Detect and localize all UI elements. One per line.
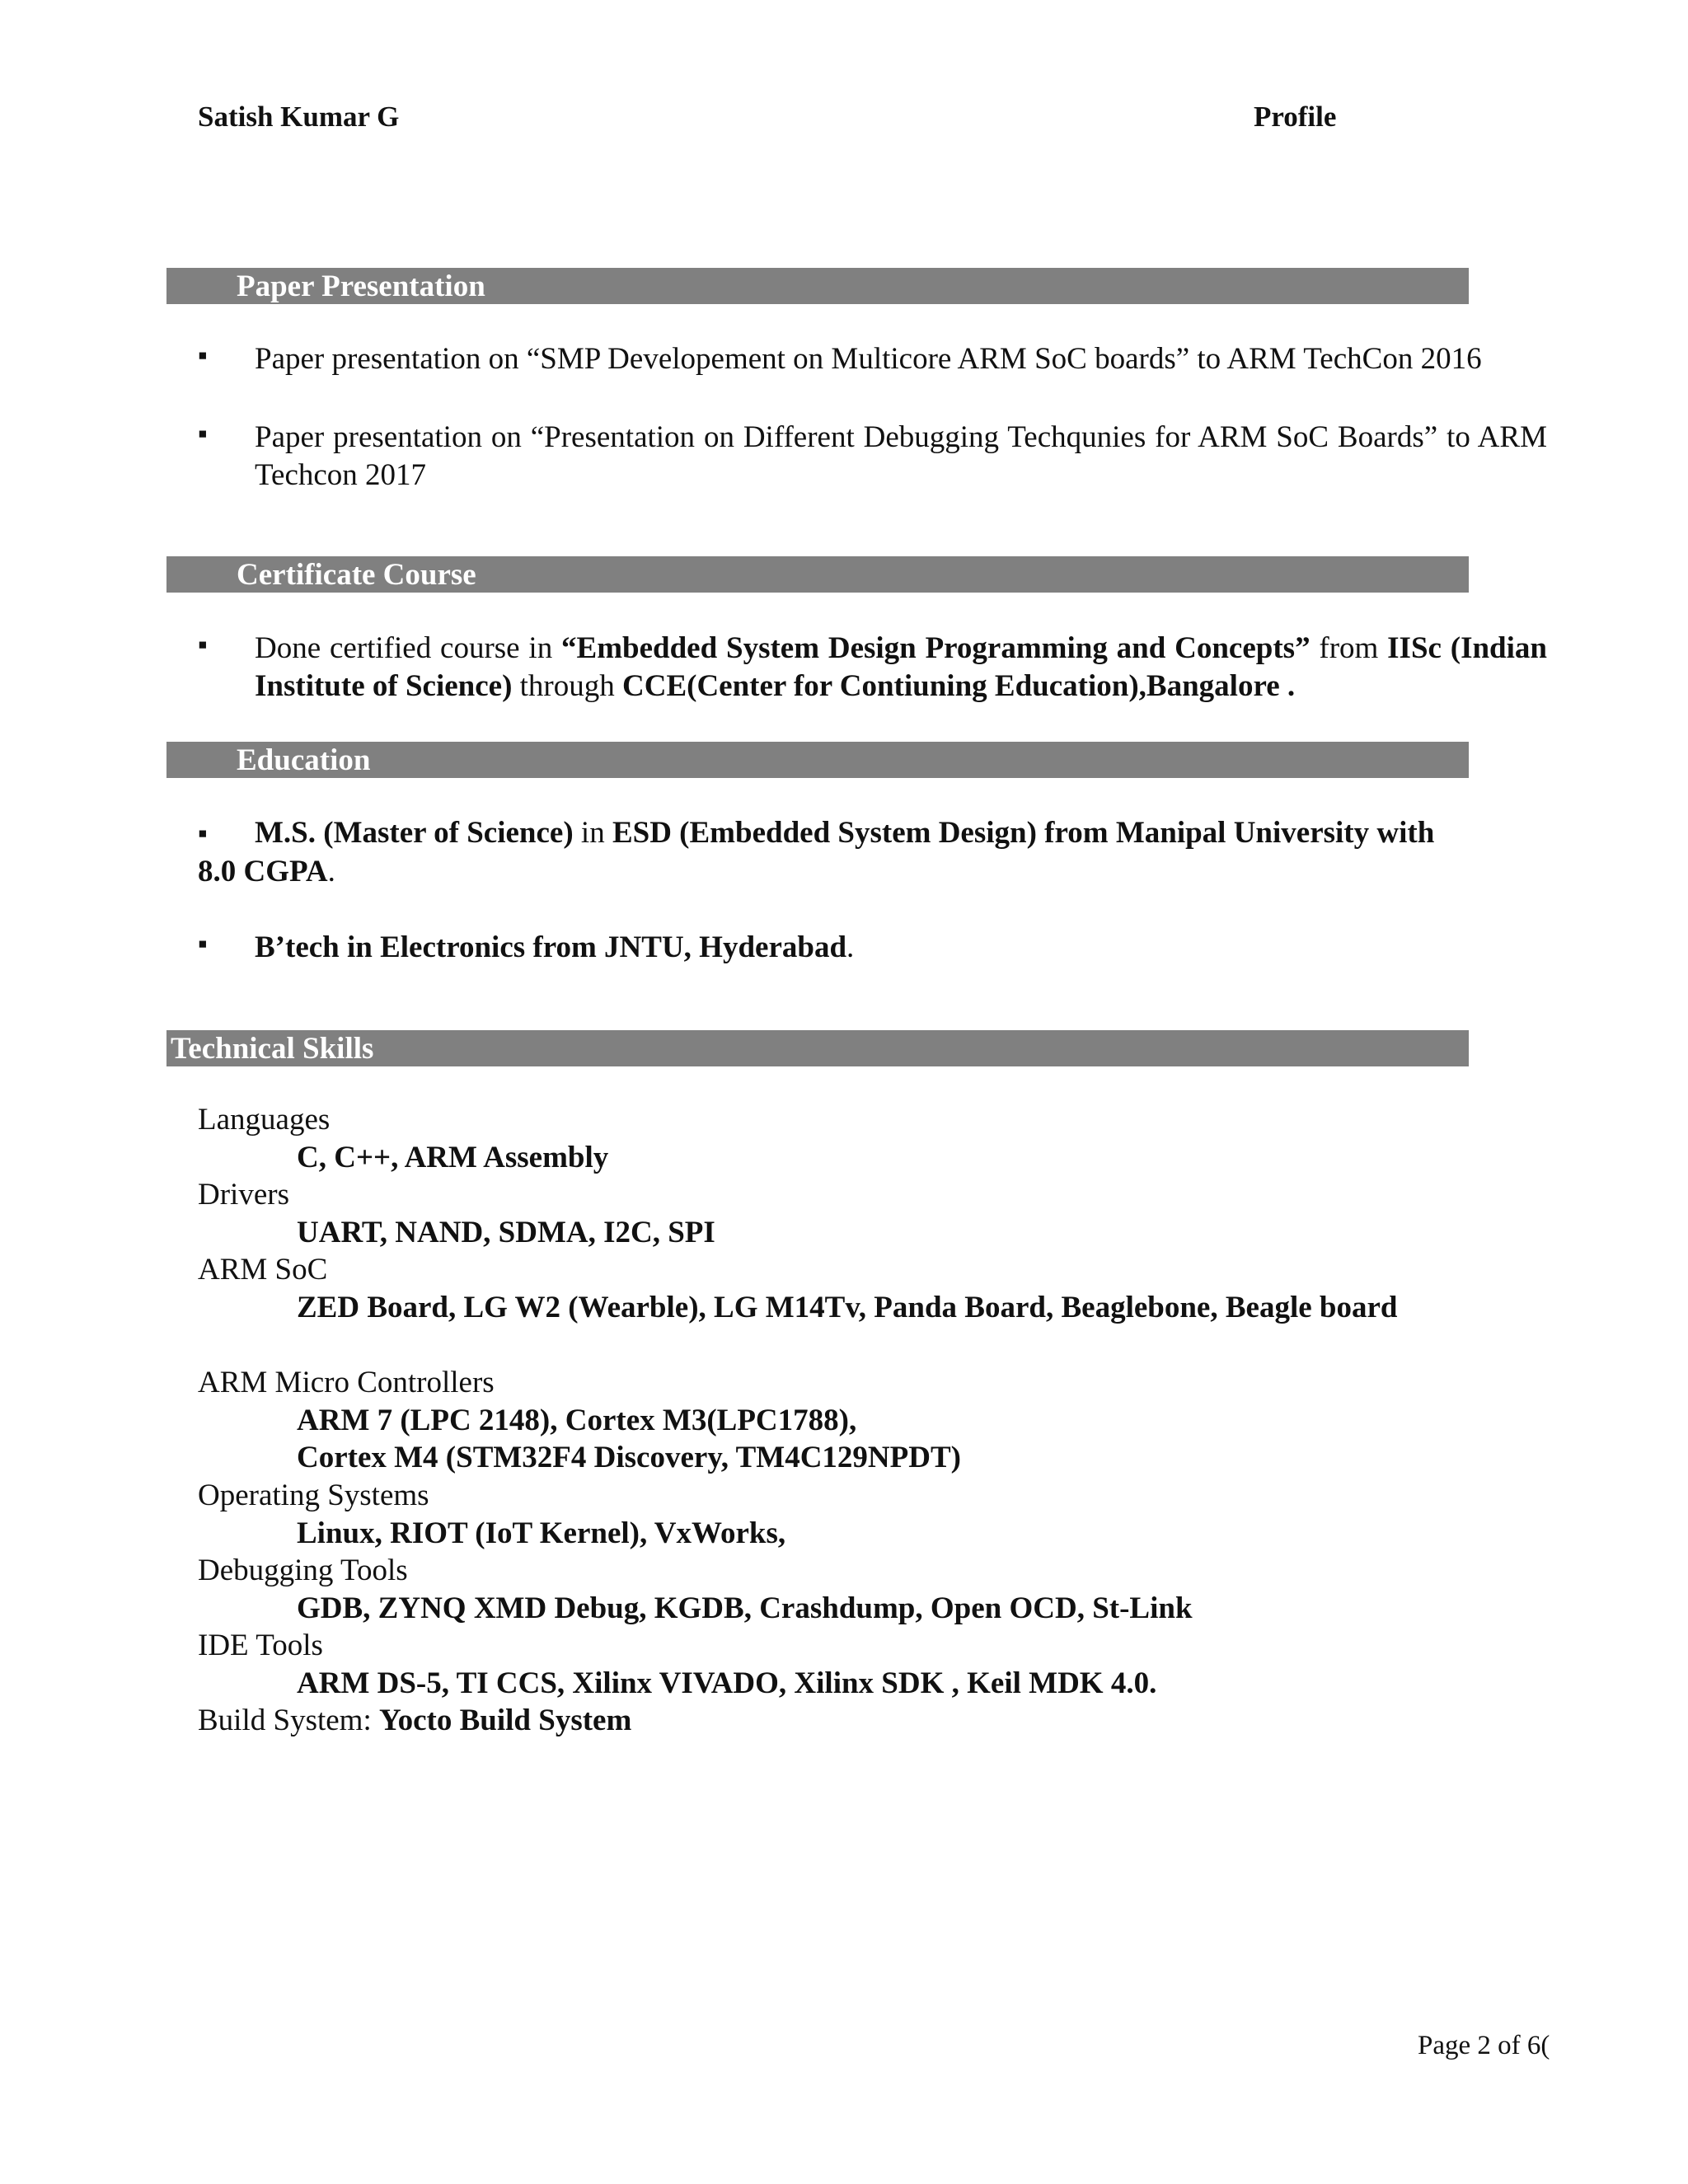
bullet-icon: ▪ — [198, 630, 208, 660]
skill-value-ide-tools: ARM DS-5, TI CCS, Xilinx VIVADO, Xilinx SDK , Keil MDK 4.0. — [297, 1666, 1157, 1700]
skill-value-arm-soc: ZED Board, LG W2 (Wearble), LG M14Tv, Panda Board, Beaglebone, Beagle board — [297, 1291, 1398, 1324]
skill-label-arm-soc: ARM SoC — [198, 1253, 328, 1286]
ms-degree: M.S. (Master of Science) — [255, 816, 574, 850]
skill-value-debugging-tools: GDB, ZYNQ XMD Debug, KGDB, Crashdump, Open OCD, St-Link — [297, 1591, 1193, 1625]
certificate-text: Done certified course in — [255, 631, 562, 665]
ms-detail: ESD (Embedded System Design) from Manipal University with 8.0 CGPA — [198, 816, 1435, 888]
ms-in: in — [573, 816, 612, 850]
page-number: Page 2 of 6( — [1418, 2031, 1550, 2060]
skill-label-ide-tools: IDE Tools — [198, 1629, 323, 1662]
skill-label-build-system: Build System: — [198, 1704, 379, 1737]
btech-degree: B’tech in Electronics from JNTU, Hyderabad — [255, 930, 847, 964]
institute-name: IISc (Indian Institute of Science) — [255, 631, 1547, 703]
center-name: CCE(Center for Contiuning Education),Bangalore . — [622, 669, 1296, 703]
section-heading-paper-presentation: Paper Presentation — [166, 268, 1469, 304]
skill-build-system — [198, 1702, 631, 1740]
skill-value-micro-controllers-1: ARM 7 (LPC 2148), Cortex M3(LPC1788), — [297, 1404, 857, 1437]
certificate-text: through — [512, 669, 622, 703]
header-title: Profile — [1254, 101, 1337, 133]
bullet-icon: ▪ — [198, 419, 208, 449]
bullet-icon: ▪ — [198, 819, 208, 849]
skill-label-debugging-tools: Debugging Tools — [198, 1554, 408, 1587]
skill-value-languages: C, C++, ARM Assembly — [297, 1141, 609, 1174]
section-heading-certificate-course: Certificate Course — [166, 556, 1469, 593]
education-item-btech — [255, 929, 1491, 967]
ms-end: . — [327, 855, 335, 888]
btech-end: . — [846, 930, 855, 964]
skill-value-micro-controllers-2: Cortex M4 (STM32F4 Discovery, TM4C129NPDT) — [297, 1441, 961, 1474]
skill-label-operating-systems: Operating Systems — [198, 1479, 429, 1512]
skill-label-languages: Languages — [198, 1103, 331, 1137]
skill-value-build-system: Yocto Build System — [378, 1704, 632, 1737]
author-name: Satish Kumar G — [198, 101, 400, 133]
skill-label-micro-controllers: ARM Micro Controllers — [198, 1366, 495, 1399]
bullet-icon: ▪ — [198, 341, 208, 371]
certificate-item — [255, 630, 1547, 705]
course-name: “Embedded System Design Programming and Concepts” — [561, 631, 1311, 665]
skill-value-drivers: UART, NAND, SDMA, I2C, SPI — [297, 1216, 715, 1249]
certificate-text: from — [1310, 631, 1388, 665]
list-item: Paper presentation on “Presentation on Different Debugging Techqunies for ARM SoC Boards” to ARM Techcon 2017 — [255, 420, 1547, 492]
bullet-icon: ▪ — [198, 930, 208, 959]
skill-label-drivers: Drivers — [198, 1178, 289, 1212]
section-heading-technical-skills: Technical Skills — [166, 1030, 1469, 1066]
list-item: Paper presentation on “SMP Developement on Multicore ARM SoC boards” to ARM TechCon 2016 — [255, 342, 1482, 376]
skill-value-operating-systems: Linux, RIOT (IoT Kernel), VxWorks, — [297, 1516, 786, 1550]
education-item-ms — [198, 814, 1471, 891]
section-heading-education: Education — [166, 742, 1469, 778]
